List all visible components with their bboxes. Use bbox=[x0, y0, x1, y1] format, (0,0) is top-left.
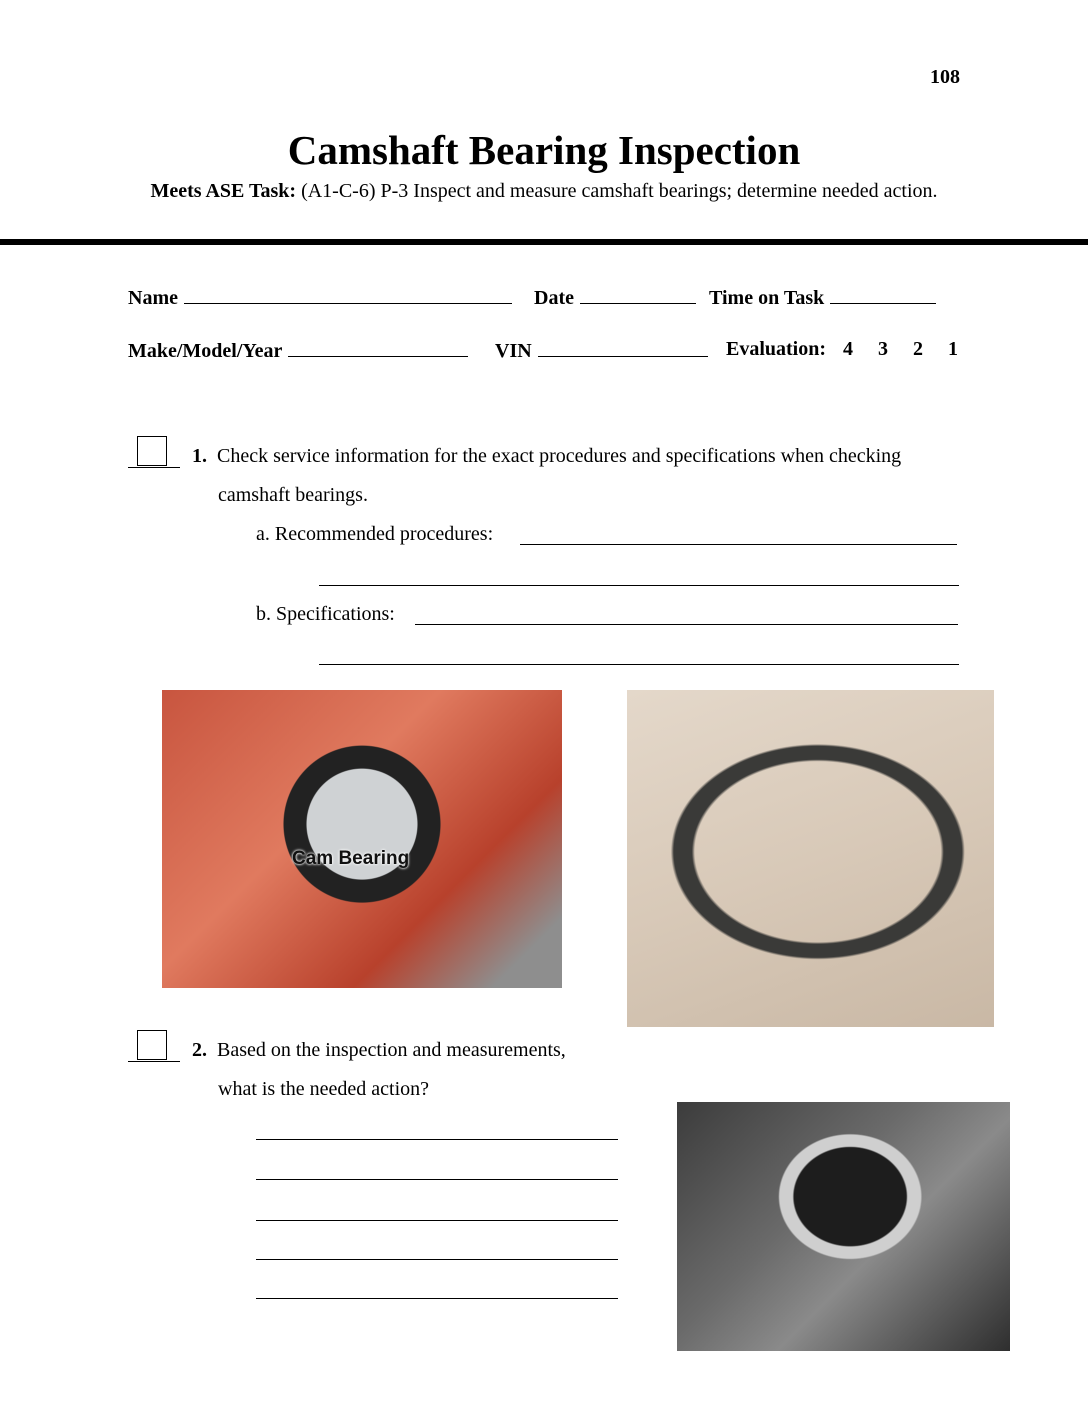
action-line-3[interactable] bbox=[256, 1220, 618, 1221]
mmy-label: Make/Model/Year bbox=[128, 340, 283, 362]
evaluation-label: Evaluation: bbox=[726, 338, 827, 360]
score-4[interactable]: 4 bbox=[843, 338, 854, 360]
step1-initial-line[interactable] bbox=[128, 467, 180, 468]
score-2[interactable]: 2 bbox=[913, 338, 924, 360]
time-label: Time on Task bbox=[709, 287, 825, 309]
vin-label: VIN bbox=[495, 340, 532, 362]
ase-text: (A1-C-6) P-3 Inspect and measure camshaft bearings; determine needed action. bbox=[296, 180, 938, 202]
name-label: Name bbox=[128, 287, 178, 309]
specifications-label: b. Specifications: bbox=[256, 603, 395, 625]
step1-text: 1. Check service information for the exact procedures and specifications when checking bbox=[192, 445, 902, 467]
score-3[interactable]: 3 bbox=[878, 338, 889, 360]
step2-text-cont: what is the needed action? bbox=[218, 1078, 430, 1100]
ase-label: Meets ASE Task: bbox=[150, 180, 297, 202]
time-on-task-field[interactable] bbox=[709, 285, 936, 310]
make-model-year-field[interactable] bbox=[128, 338, 468, 363]
date-label: Date bbox=[534, 287, 574, 309]
date-field[interactable] bbox=[534, 285, 696, 310]
cam-bearing-label: Cam Bearing bbox=[292, 848, 410, 869]
step1-text-cont: camshaft bearings. bbox=[218, 484, 368, 506]
score-1[interactable]: 1 bbox=[948, 338, 959, 360]
step2-initial-line[interactable] bbox=[128, 1061, 180, 1062]
procedures-line-2[interactable] bbox=[319, 585, 959, 586]
cam-bearing-photo bbox=[162, 690, 562, 988]
evaluation bbox=[726, 338, 958, 361]
action-line-5[interactable] bbox=[256, 1298, 618, 1299]
ase-task bbox=[140, 178, 948, 205]
page-title: Camshaft Bearing Inspection bbox=[287, 127, 801, 173]
specifications-line-1[interactable] bbox=[415, 624, 958, 625]
step2-checkbox[interactable] bbox=[137, 1030, 167, 1060]
procedures-line-1[interactable] bbox=[520, 544, 957, 545]
step2-text: 2. Based on the inspection and measurements, bbox=[192, 1039, 566, 1061]
action-line-4[interactable] bbox=[256, 1259, 618, 1260]
bearing-bore-photo bbox=[677, 1102, 1010, 1351]
bearing-shell-photo bbox=[627, 690, 994, 1027]
vin-field[interactable] bbox=[495, 338, 708, 363]
action-line-2[interactable] bbox=[256, 1179, 618, 1180]
page-number: 108 bbox=[930, 66, 960, 88]
header-divider bbox=[0, 239, 1088, 245]
specifications-line-2[interactable] bbox=[319, 664, 959, 665]
action-line-1[interactable] bbox=[256, 1139, 618, 1140]
step1-checkbox[interactable] bbox=[137, 436, 167, 466]
procedures-label: a. Recommended procedures: bbox=[256, 523, 494, 545]
name-field[interactable] bbox=[128, 285, 512, 310]
